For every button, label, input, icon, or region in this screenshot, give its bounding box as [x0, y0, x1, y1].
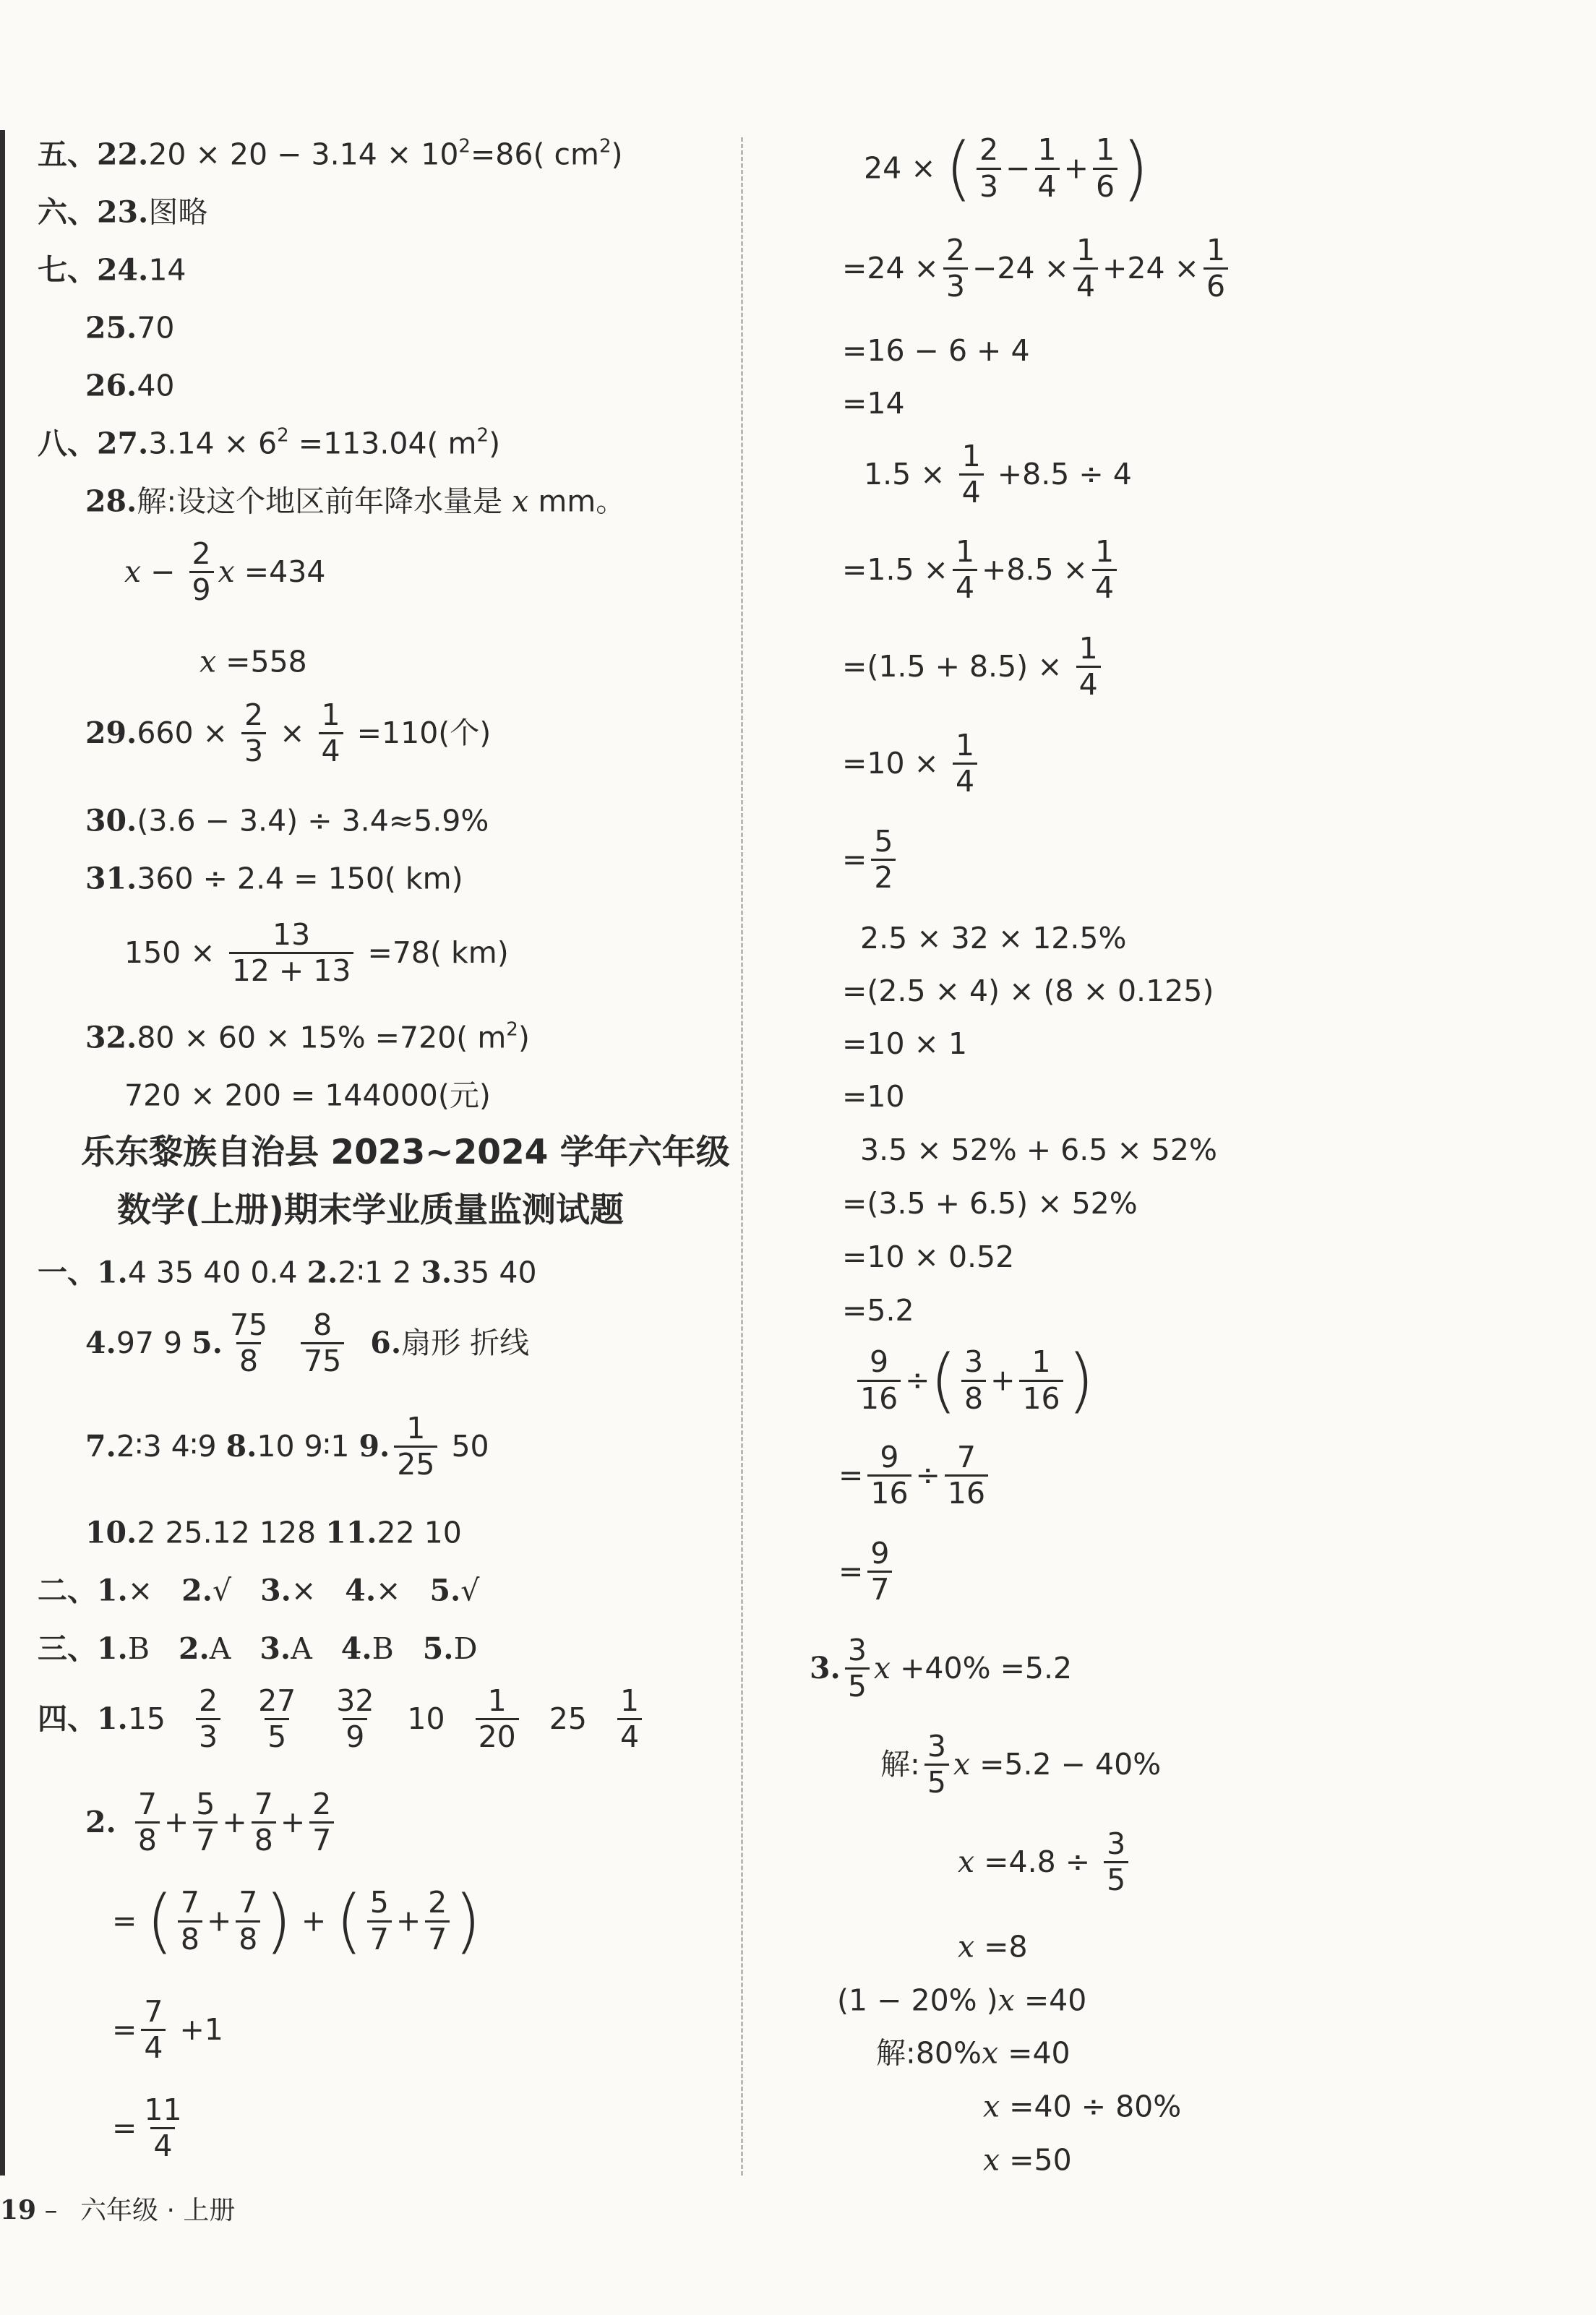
fraction: $\frac{1}{4}$ — [1076, 633, 1101, 700]
fraction: $\frac{7}{8}$ — [135, 1789, 160, 1856]
calc-line: $\frac{9}{16}$ ÷( $\frac{3}{8}$ + $\frac{1}{16}$ ) — [853, 1346, 1094, 1415]
fraction: $\frac{1}{6}$ — [1204, 235, 1228, 302]
fraction: $\frac{3}{5}$ — [1104, 1829, 1128, 1896]
calc-line: 解:80%x =40 — [876, 2035, 1071, 2071]
section-title: 乐东黎族自治县 2023~2024 学年六年级 — [81, 1133, 730, 1172]
fraction: $\frac{5}{2}$ — [871, 826, 896, 893]
fraction: $\frac{2}{7}$ — [425, 1887, 450, 1954]
fraction: $\frac{1}{4}$ — [617, 1685, 642, 1753]
calc-line: =16 − 6 + 4 — [842, 333, 1030, 368]
fraction: $\frac{1}{4}$ — [953, 536, 977, 604]
calc-line: 2. $\frac{7}{8}$ + $\frac{5}{7}$ + $\frac{7}{8}$ + $\frac{2}{7}$ — [85, 1789, 338, 1856]
answers-part-1: 7.2∶3 4∶9 8.10 9∶1 9. $\frac{1}{25}$ 50 — [85, 1411, 489, 1482]
equation-line: x =558 — [200, 644, 307, 679]
answer-27: 八、$27.3.14 \times 6^2 =113.04$( $m^2$) — [38, 424, 501, 461]
fraction: $\frac{1}{20}$ — [476, 1685, 519, 1753]
answer-32: 32.80 × 60 × 15% =720( $m^2$) — [85, 1018, 530, 1055]
fraction: $\frac{7}{8}$ — [252, 1789, 276, 1856]
fraction: $\frac{27}{5}$ — [258, 1683, 296, 1755]
equation-line: 150 × $\frac{13}{12 + 13}$ =78( km) — [124, 917, 509, 989]
answer-28: 28.解:设这个地区前年降水量是 x mm。 — [85, 484, 626, 519]
fraction: $\frac{5}{7}$ — [367, 1887, 392, 1954]
calc-line: =(3.5 + 6.5) × 52% — [842, 1186, 1138, 1221]
fraction: $\frac{75}{8}$ — [229, 1307, 268, 1379]
fraction: $\frac{2}{9}$ — [189, 538, 214, 606]
fraction: $\frac{2}{3}$ — [196, 1685, 220, 1753]
fraction: $\frac{2}{7}$ — [309, 1789, 334, 1856]
fraction: $\frac{9}{16}$ — [857, 1347, 901, 1414]
calc-line: 3.5 × 52% + 6.5 × 52% — [860, 1133, 1217, 1167]
fraction: $\frac{1}{4}$ — [953, 730, 977, 797]
fraction: $\frac{3}{5}$ — [845, 1635, 870, 1702]
fraction: $\frac{2}{3}$ — [241, 700, 266, 767]
fraction: $\frac{7}{8}$ — [178, 1887, 202, 1954]
page-footer: 19 – 六年级 · 上册 — [0, 2195, 236, 2225]
answer-31: 31.360 ÷ 2.4 = 150( km) — [85, 861, 463, 896]
fraction: $\frac{8}{75}$ — [301, 1310, 344, 1377]
fraction: $\frac{2}{3}$ — [943, 235, 968, 302]
calc-line: =(2.5 × 4) × (8 × 0.125) — [842, 974, 1214, 1008]
fraction: $\frac{1}{25}$ — [394, 1413, 437, 1480]
calc-line: =5.2 — [842, 1293, 914, 1328]
calc-line: =(1.5 + 8.5) × $\frac{1}{4}$ — [842, 633, 1105, 700]
column-divider — [741, 137, 743, 2176]
calc-line: (1 − 20% )x =40 — [837, 1983, 1087, 2018]
calc-line: 2.5 × 32 × 12.5% — [860, 921, 1127, 955]
calc-line: x =50 — [983, 2142, 1072, 2178]
footer-label: 六年级 · 上册 — [80, 2196, 236, 2225]
page-number: 19 — [0, 2195, 37, 2225]
calc-line: 1.5 × $\frac{1}{4}$ +8.5 ÷ 4 — [864, 439, 1132, 510]
fraction: $\frac{1}{6}$ — [1093, 134, 1117, 202]
answer-23: 六、23.图略 — [38, 194, 208, 230]
calc-line: = $\frac{9}{7}$ — [838, 1538, 896, 1605]
answer-26: 26.40 — [85, 368, 175, 403]
answer-29: 29.660 × $\frac{2}{3}$ × $\frac{1}{4}$ =110(个) — [85, 697, 492, 769]
calc-line: x =8 — [958, 1929, 1028, 1964]
fraction: $\frac{3}{5}$ — [924, 1731, 949, 1798]
equation-problem-3: 3. $\frac{3}{5}$ x +40% =5.2 — [810, 1633, 1073, 1704]
calc-line: =10 × 1 — [842, 1026, 968, 1061]
equation-line: 720 × 200 = 144000(元) — [124, 1078, 491, 1113]
fraction: $\frac{11}{4}$ — [144, 2092, 182, 2164]
fraction: $\frac{7}{4}$ — [141, 1996, 166, 2063]
calc-line: 24 × ( $\frac{2}{3}$ − $\frac{1}{4}$ + $\frac{1}{6}$ ) — [864, 128, 1149, 209]
answer-30: 30.(3.6 − 3.4) ÷ 3.4≈5.9% — [85, 803, 489, 838]
calc-line: = $\frac{5}{2}$ — [842, 826, 900, 893]
answer-25: 25.70 — [85, 310, 175, 345]
answers-part-1: 一、1.4 35 40 0.4 2.2∶1 2 3.35 40 — [38, 1255, 537, 1290]
fraction: $\frac{2}{3}$ — [977, 134, 1001, 202]
answer-24: 七、24.14 — [38, 252, 186, 288]
calc-line: x =40 ÷ 80% — [983, 2089, 1182, 2124]
calc-line: = ( $\frac{7}{8}$ + $\frac{7}{8}$ ) + ( $\frac{5}{7}$ + $\frac{2}{7}$ ) — [112, 1881, 481, 1962]
answers-part-4: 四、1.15 $\frac{2}{3}$ $\frac{27}{5}$ $\frac{32}{9}$ 10 $\frac{1}{20}$ 25 $\frac{1}{4}$ — [38, 1685, 646, 1753]
answers-part-1: 4.97 9 5. $\frac{75}{8}$ $\frac{8}{75}$ 6.扇形 折线 — [85, 1307, 530, 1379]
answers-part-1: 10.2 25.12 128 11.22 10 — [85, 1515, 462, 1550]
fraction: $\frac{1}{4}$ — [1092, 536, 1117, 604]
calc-line: =10 × 0.52 — [842, 1240, 1015, 1274]
equation-line: x − $\frac{2}{9}$ x =434 — [124, 536, 326, 608]
fraction: $\frac{32}{9}$ — [336, 1683, 374, 1755]
calc-line: =14 — [842, 386, 905, 421]
calc-line: =1.5 × $\frac{1}{4}$ +8.5 × $\frac{1}{4}$ — [842, 536, 1121, 604]
answers-part-2: 二、1.× 2.√ 3.× 4.× 5.√ — [38, 1573, 480, 1608]
fraction: $\frac{7}{8}$ — [236, 1887, 260, 1954]
calc-line: =10 × $\frac{1}{4}$ — [842, 730, 982, 797]
answers-part-3: 三、1.B 2.A 3.A 4.B 5.D — [38, 1631, 478, 1666]
calc-line: = $\frac{7}{4}$ +1 — [112, 1994, 223, 2066]
fraction: $\frac{13}{12 + 13}$ — [229, 919, 354, 987]
calc-line: 解: $\frac{3}{5}$ x =5.2 − 40% — [880, 1729, 1162, 1800]
calc-line: = $\frac{9}{16}$ ÷ $\frac{7}{16}$ — [838, 1442, 992, 1509]
fraction: $\frac{9}{16}$ — [867, 1442, 911, 1509]
fraction: $\frac{3}{8}$ — [961, 1347, 986, 1414]
fraction: $\frac{1}{4}$ — [1073, 235, 1098, 302]
page-edge-bar — [0, 130, 5, 2176]
fraction: $\frac{1}{4}$ — [1035, 134, 1060, 202]
question-number: 五、22. — [38, 137, 149, 172]
section-subtitle: 数学(上册)期末学业质量监测试题 — [117, 1190, 624, 1230]
fraction: $\frac{5}{7}$ — [193, 1789, 218, 1856]
calc-line: =24 × $\frac{2}{3}$ −24 × $\frac{1}{4}$ +24 × $\frac{1}{6}$ — [842, 235, 1232, 302]
fraction: $\frac{1}{4}$ — [319, 700, 343, 767]
fraction: $\frac{7}{16}$ — [945, 1442, 988, 1509]
answer-22: 五、$22.20 \times 20 - 3.14 \times 10^2=86$( $cm^2$) — [38, 135, 623, 172]
fraction: $\frac{1}{4}$ — [959, 441, 984, 508]
fraction: $\frac{1}{16}$ — [1019, 1347, 1063, 1414]
calc-line: =10 — [842, 1079, 905, 1114]
fraction: $\frac{9}{7}$ — [867, 1538, 892, 1605]
calc-line: = $\frac{11}{4}$ — [112, 2095, 189, 2162]
calc-line: x =4.8 ÷ $\frac{3}{5}$ — [958, 1829, 1133, 1896]
